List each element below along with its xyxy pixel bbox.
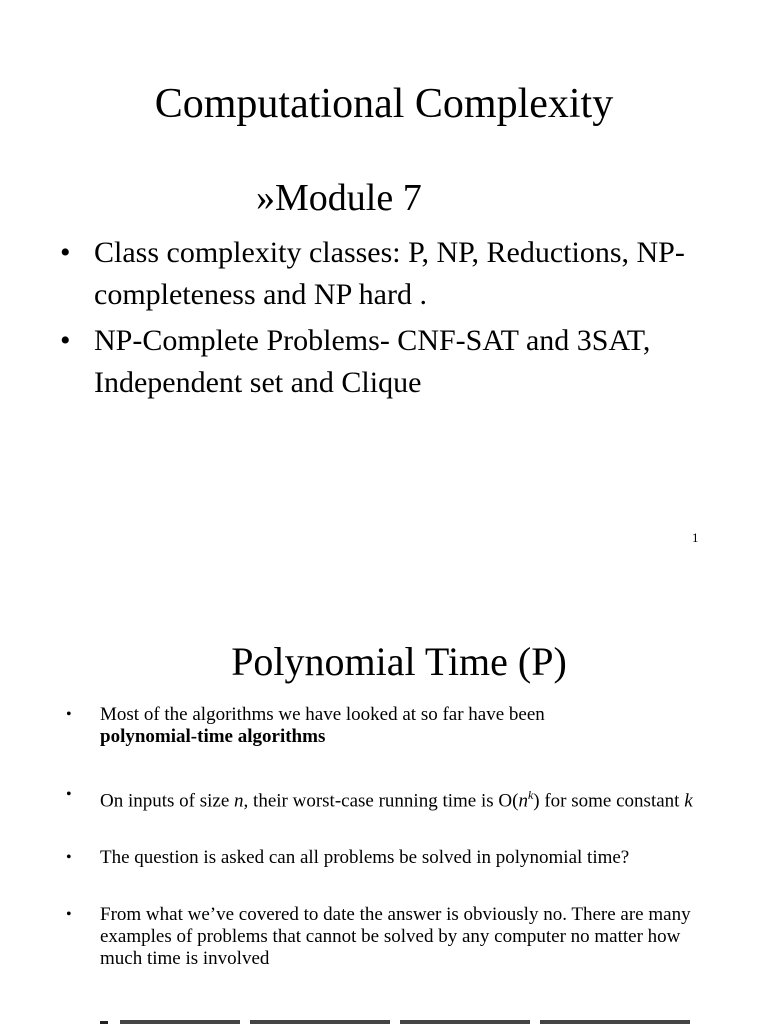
bullet-icon: • <box>60 324 71 357</box>
list-item <box>66 904 726 970</box>
list-item <box>66 784 726 812</box>
bullet-icon: • <box>66 706 72 723</box>
bullet-list <box>60 232 740 408</box>
var-n: n <box>234 790 244 812</box>
text-run: , their worst-case running time is O( <box>243 790 519 812</box>
bullet-icon: • <box>66 786 72 803</box>
slide-title: Computational Complexity <box>154 81 614 127</box>
list-item-text: From what we’ve covered to date the answer is obviously no. There are many examples of problems that cannot be solved by any computer no matter how much time is involved <box>100 904 691 970</box>
list-item <box>66 704 726 748</box>
list-item-text: Class complexity classes: P, NP, Reductions, NP-completeness and NP hard . <box>94 236 685 311</box>
var-k: k <box>684 790 693 812</box>
bullet-icon: • <box>66 849 72 867</box>
text-run: On inputs of size <box>100 790 235 812</box>
slide-2 <box>0 580 768 1024</box>
exponent-k: k <box>527 788 534 802</box>
cropped-text-line <box>100 1018 700 1024</box>
list-item-text: The question is asked can all problems be solved in polynomial time? <box>100 847 630 869</box>
bullet-list <box>66 704 726 970</box>
bullet-icon: • <box>66 906 72 924</box>
list-item <box>60 320 740 404</box>
list-item-text: NP-Complete Problems- CNF-SAT and 3SAT, Independent set and Clique <box>94 324 651 399</box>
var-n: n <box>518 790 528 812</box>
list-item <box>66 847 726 869</box>
text-run: ) for some constant <box>533 790 685 812</box>
slide-title: Polynomial Time (P) <box>231 639 567 684</box>
list-item-text: Most of the algorithms we have looked at so far have been <box>100 704 545 725</box>
module-subtitle: »Module 7 <box>256 177 422 219</box>
bullet-icon: • <box>60 236 71 269</box>
list-item <box>60 232 740 316</box>
page-number: 1 <box>692 530 699 545</box>
bold-term: polynomial-time algorithms <box>100 726 326 747</box>
